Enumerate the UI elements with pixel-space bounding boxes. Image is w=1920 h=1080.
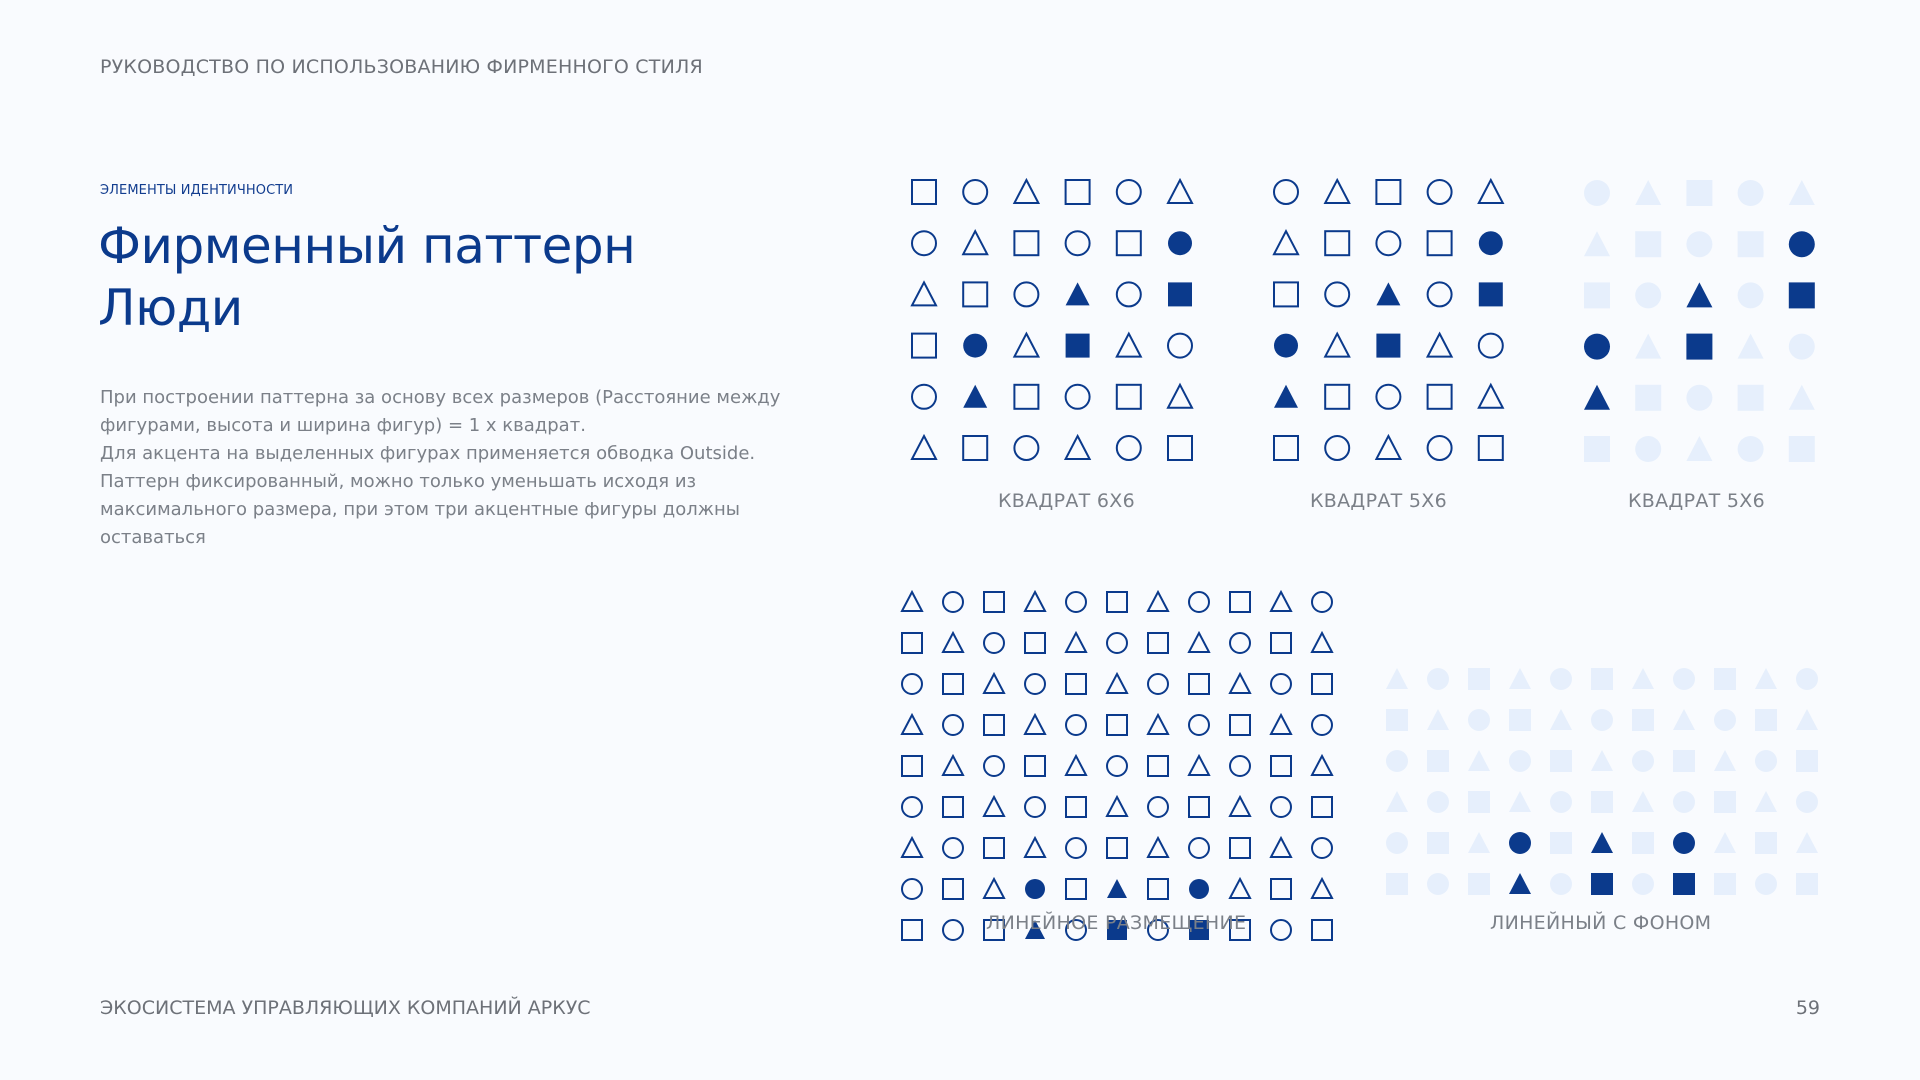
square-icon — [1189, 674, 1209, 694]
triangle-icon — [1635, 334, 1661, 359]
circle-icon — [1168, 334, 1192, 358]
circle-icon — [912, 385, 936, 409]
square-icon — [1274, 282, 1298, 306]
square-icon — [1312, 797, 1332, 817]
circle-icon — [963, 180, 987, 204]
triangle-icon — [1271, 838, 1291, 857]
triangle-icon — [1066, 756, 1086, 775]
square-icon — [1714, 791, 1736, 813]
circle-icon — [1271, 797, 1291, 817]
square-icon — [1468, 668, 1490, 690]
triangle-icon — [1468, 750, 1490, 771]
accent-square-icon — [1479, 282, 1503, 306]
circle-icon — [1014, 282, 1038, 306]
triangle-icon — [1427, 709, 1449, 730]
square-icon — [1635, 231, 1661, 257]
triangle-icon — [963, 231, 987, 254]
triangle-icon — [1189, 756, 1209, 775]
circle-icon — [1635, 282, 1661, 308]
square-icon — [943, 797, 963, 817]
circle-icon — [1550, 873, 1572, 895]
triangle-icon — [1789, 385, 1815, 410]
circle-icon — [1755, 873, 1777, 895]
square-icon — [1066, 797, 1086, 817]
circle-icon — [902, 879, 922, 899]
square-icon — [1271, 756, 1291, 776]
square-icon — [1230, 592, 1250, 612]
triangle-icon — [1796, 709, 1818, 730]
square-icon — [1274, 436, 1298, 460]
accent-circle-icon — [1789, 231, 1815, 257]
accent-circle-icon — [1189, 879, 1209, 899]
triangle-icon — [1066, 633, 1086, 652]
caption-square-5x6-background: КВАДРАТ 5Х6 — [1628, 490, 1765, 512]
triangle-icon — [1550, 709, 1572, 730]
triangle-icon — [1376, 436, 1400, 459]
triangle-icon — [1509, 668, 1531, 689]
circle-icon — [1189, 715, 1209, 735]
triangle-icon — [1796, 832, 1818, 853]
circle-icon — [1427, 791, 1449, 813]
accent-square-icon — [1591, 873, 1613, 895]
circle-icon — [1509, 750, 1531, 772]
accent-square-icon — [1686, 334, 1712, 360]
circle-icon — [943, 838, 963, 858]
circle-icon — [1584, 180, 1610, 206]
triangle-icon — [1189, 633, 1209, 652]
circle-icon — [1117, 180, 1141, 204]
square-icon — [1632, 832, 1654, 854]
circle-icon — [1427, 873, 1449, 895]
square-icon — [1428, 385, 1452, 409]
accent-triangle-icon — [1686, 282, 1712, 307]
square-icon — [1066, 180, 1090, 204]
square-icon — [902, 633, 922, 653]
triangle-icon — [1386, 668, 1408, 689]
triangle-icon — [1632, 791, 1654, 812]
circle-icon — [912, 231, 936, 255]
description-paragraph: При построении паттерна за основу всех размеров (Расстояние между фигурами, высота и ширина фигур) = 1 х квадрат. — [100, 387, 781, 436]
caption-linear: ЛИНЕЙНОЕ РАЗМЕЩЕНИЕ — [986, 912, 1247, 934]
square-icon — [1509, 709, 1531, 731]
circle-icon — [1755, 750, 1777, 772]
triangle-icon — [1014, 180, 1038, 203]
accent-triangle-icon — [1376, 282, 1400, 305]
triangle-icon — [943, 756, 963, 775]
square-icon — [1584, 282, 1610, 308]
caption-linear-background: ЛИНЕЙНЫЙ С ФОНОМ — [1490, 912, 1712, 934]
square-icon — [1468, 791, 1490, 813]
square-icon — [1796, 750, 1818, 772]
square-icon — [1714, 668, 1736, 690]
accent-square-icon — [1789, 282, 1815, 308]
triangle-icon — [1168, 180, 1192, 203]
square-icon — [1230, 838, 1250, 858]
circle-icon — [1148, 797, 1168, 817]
square-icon — [1014, 231, 1038, 255]
square-icon — [1468, 873, 1490, 895]
circle-icon — [1107, 633, 1127, 653]
square-icon — [1376, 180, 1400, 204]
square-icon — [1686, 180, 1712, 206]
triangle-icon — [1014, 334, 1038, 357]
accent-square-icon — [1376, 334, 1400, 358]
square-icon — [1591, 668, 1613, 690]
accent-circle-icon — [1673, 832, 1695, 854]
circle-icon — [1066, 715, 1086, 735]
square-icon — [1168, 436, 1192, 460]
circle-icon — [1271, 674, 1291, 694]
accent-square-icon — [1168, 282, 1192, 306]
circle-icon — [1468, 709, 1490, 731]
circle-icon — [1325, 436, 1349, 460]
square-icon — [1325, 231, 1349, 255]
triangle-icon — [1312, 633, 1332, 652]
circle-icon — [1325, 282, 1349, 306]
square-icon — [1117, 231, 1141, 255]
pattern-description — [100, 384, 820, 552]
circle-icon — [1376, 231, 1400, 255]
square-icon — [1066, 674, 1086, 694]
square-icon — [943, 879, 963, 899]
triangle-icon — [1632, 668, 1654, 689]
square-icon — [1025, 756, 1045, 776]
square-icon — [1271, 879, 1291, 899]
circle-icon — [1550, 668, 1572, 690]
circle-icon — [1025, 797, 1045, 817]
circle-icon — [1376, 385, 1400, 409]
accent-triangle-icon — [1107, 879, 1127, 898]
triangle-icon — [1325, 180, 1349, 203]
circle-icon — [1632, 750, 1654, 772]
square-icon — [1479, 436, 1503, 460]
square-icon — [1428, 231, 1452, 255]
circle-icon — [1673, 791, 1695, 813]
triangle-icon — [902, 592, 922, 611]
circle-icon — [1673, 668, 1695, 690]
triangle-icon — [912, 436, 936, 459]
square-icon — [1025, 633, 1045, 653]
pattern-square-6x6 — [910, 178, 1196, 464]
circle-icon — [902, 674, 922, 694]
triangle-icon — [1325, 334, 1349, 357]
description-paragraph: Для акцента на выделенных фигурах применяется обводка Outside. — [100, 443, 756, 464]
circle-icon — [1025, 674, 1045, 694]
square-icon — [1312, 920, 1332, 940]
triangle-icon — [1789, 180, 1815, 205]
square-icon — [1107, 838, 1127, 858]
square-icon — [1632, 709, 1654, 731]
square-icon — [1427, 832, 1449, 854]
square-icon — [943, 674, 963, 694]
square-icon — [1584, 436, 1610, 462]
pattern-square-5x6 — [1272, 178, 1507, 464]
accent-circle-icon — [1584, 334, 1610, 360]
circle-icon — [1386, 832, 1408, 854]
square-icon — [1014, 385, 1038, 409]
circle-icon — [902, 797, 922, 817]
circle-icon — [1066, 592, 1086, 612]
triangle-icon — [1274, 231, 1298, 254]
circle-icon — [1479, 334, 1503, 358]
square-icon — [912, 334, 936, 358]
triangle-icon — [1230, 797, 1250, 816]
square-icon — [902, 756, 922, 776]
circle-icon — [1271, 920, 1291, 940]
circle-icon — [1632, 873, 1654, 895]
square-icon — [1117, 385, 1141, 409]
circle-icon — [1230, 633, 1250, 653]
triangle-icon — [1230, 879, 1250, 898]
triangle-icon — [1468, 832, 1490, 853]
triangle-icon — [912, 282, 936, 305]
triangle-icon — [1584, 231, 1610, 256]
square-icon — [1673, 750, 1695, 772]
circle-icon — [1189, 838, 1209, 858]
page-title — [98, 215, 635, 339]
triangle-icon — [1025, 715, 1045, 734]
triangle-icon — [1755, 791, 1777, 812]
caption-square-5x6: КВАДРАТ 5Х6 — [1310, 490, 1447, 512]
circle-icon — [1686, 385, 1712, 411]
square-icon — [1591, 791, 1613, 813]
circle-icon — [1738, 180, 1764, 206]
square-icon — [984, 715, 1004, 735]
triangle-icon — [1148, 838, 1168, 857]
triangle-icon — [984, 797, 1004, 816]
accent-circle-icon — [1168, 231, 1192, 255]
accent-triangle-icon — [1274, 385, 1298, 408]
triangle-icon — [1230, 674, 1250, 693]
document-header: РУКОВОДСТВО ПО ИСПОЛЬЗОВАНИЮ ФИРМЕННОГО СТИЛЯ — [100, 56, 703, 78]
accent-circle-icon — [963, 334, 987, 358]
triangle-icon — [1714, 750, 1736, 771]
circle-icon — [1189, 592, 1209, 612]
square-icon — [1325, 385, 1349, 409]
square-icon — [1714, 873, 1736, 895]
circle-icon — [943, 715, 963, 735]
circle-icon — [1591, 709, 1613, 731]
triangle-icon — [1271, 715, 1291, 734]
square-icon — [1107, 715, 1127, 735]
page-number: 59 — [1795, 997, 1820, 1019]
triangle-icon — [1635, 180, 1661, 205]
accent-circle-icon — [1509, 832, 1531, 854]
triangle-icon — [943, 633, 963, 652]
square-icon — [1755, 832, 1777, 854]
accent-triangle-icon — [1509, 873, 1531, 894]
circle-icon — [1738, 436, 1764, 462]
circle-icon — [1550, 791, 1572, 813]
triangle-icon — [1738, 334, 1764, 359]
square-icon — [1789, 436, 1815, 462]
description-paragraph: Паттерн фиксированный, можно только уменьшать исходя из максимального размера, при этом три акцентные фигуры должны оставаться — [100, 471, 740, 548]
triangle-icon — [902, 715, 922, 734]
square-icon — [1148, 756, 1168, 776]
circle-icon — [984, 633, 1004, 653]
circle-icon — [1312, 838, 1332, 858]
circle-icon — [1428, 436, 1452, 460]
triangle-icon — [1117, 334, 1141, 357]
square-icon — [1066, 879, 1086, 899]
square-icon — [984, 592, 1004, 612]
circle-icon — [1066, 231, 1090, 255]
circle-icon — [1427, 668, 1449, 690]
circle-icon — [943, 592, 963, 612]
square-icon — [1189, 797, 1209, 817]
square-icon — [1755, 709, 1777, 731]
section-eyebrow: ЭЛЕМЕНТЫ ИДЕНТИЧНОСТИ — [100, 183, 294, 198]
accent-triangle-icon — [1591, 832, 1613, 853]
square-icon — [1738, 385, 1764, 411]
circle-icon — [943, 920, 963, 940]
triangle-icon — [1714, 832, 1736, 853]
page-title-line-1: Фирменный паттерн — [98, 217, 636, 275]
triangle-icon — [1312, 879, 1332, 898]
circle-icon — [984, 756, 1004, 776]
square-icon — [1386, 873, 1408, 895]
pattern-square-5x6-background — [1582, 178, 1817, 464]
circle-icon — [1148, 674, 1168, 694]
triangle-icon — [1025, 838, 1045, 857]
triangle-icon — [1271, 592, 1291, 611]
square-icon — [1738, 231, 1764, 257]
square-icon — [1148, 633, 1168, 653]
square-icon — [1635, 385, 1661, 411]
circle-icon — [1686, 231, 1712, 257]
square-icon — [912, 180, 936, 204]
triangle-icon — [1148, 592, 1168, 611]
square-icon — [1427, 750, 1449, 772]
triangle-icon — [1686, 436, 1712, 461]
circle-icon — [1312, 715, 1332, 735]
circle-icon — [1635, 436, 1661, 462]
triangle-icon — [1755, 668, 1777, 689]
circle-icon — [1428, 282, 1452, 306]
square-icon — [1386, 709, 1408, 731]
square-icon — [1271, 633, 1291, 653]
triangle-icon — [1107, 674, 1127, 693]
square-icon — [1312, 674, 1332, 694]
circle-icon — [1714, 709, 1736, 731]
circle-icon — [1386, 750, 1408, 772]
circle-icon — [1230, 756, 1250, 776]
accent-triangle-icon — [963, 385, 987, 408]
triangle-icon — [1066, 436, 1090, 459]
circle-icon — [1796, 791, 1818, 813]
triangle-icon — [1168, 385, 1192, 408]
square-icon — [1550, 832, 1572, 854]
circle-icon — [1274, 180, 1298, 204]
square-icon — [984, 838, 1004, 858]
triangle-icon — [984, 674, 1004, 693]
accent-circle-icon — [1025, 879, 1045, 899]
circle-icon — [1066, 385, 1090, 409]
triangle-icon — [1312, 756, 1332, 775]
accent-square-icon — [1066, 334, 1090, 358]
triangle-icon — [1591, 750, 1613, 771]
caption-square-6x6: КВАДРАТ 6Х6 — [998, 490, 1135, 512]
accent-triangle-icon — [1584, 385, 1610, 410]
circle-icon — [1117, 436, 1141, 460]
circle-icon — [1738, 282, 1764, 308]
square-icon — [902, 920, 922, 940]
triangle-icon — [1673, 709, 1695, 730]
triangle-icon — [1148, 715, 1168, 734]
document-footer: ЭКОСИСТЕМА УПРАВЛЯЮЩИХ КОМПАНИЙ АРКУС — [100, 997, 591, 1019]
circle-icon — [1312, 592, 1332, 612]
triangle-icon — [902, 838, 922, 857]
square-icon — [1796, 873, 1818, 895]
circle-icon — [1014, 436, 1038, 460]
triangle-icon — [1428, 334, 1452, 357]
accent-circle-icon — [1274, 334, 1298, 358]
accent-triangle-icon — [1066, 282, 1090, 305]
pattern-linear — [900, 590, 1334, 892]
circle-icon — [1796, 668, 1818, 690]
triangle-icon — [1107, 797, 1127, 816]
square-icon — [1148, 879, 1168, 899]
triangle-icon — [1479, 385, 1503, 408]
square-icon — [963, 282, 987, 306]
triangle-icon — [984, 879, 1004, 898]
circle-icon — [1066, 838, 1086, 858]
square-icon — [1230, 715, 1250, 735]
square-icon — [1550, 750, 1572, 772]
square-icon — [963, 436, 987, 460]
page-title-line-2: Люди — [98, 279, 243, 337]
triangle-icon — [1025, 592, 1045, 611]
circle-icon — [1789, 334, 1815, 360]
accent-square-icon — [1673, 873, 1695, 895]
accent-circle-icon — [1479, 231, 1503, 255]
triangle-icon — [1479, 180, 1503, 203]
square-icon — [1107, 592, 1127, 612]
pattern-linear-background — [1384, 666, 1820, 890]
triangle-icon — [1386, 791, 1408, 812]
circle-icon — [1107, 756, 1127, 776]
triangle-icon — [1509, 791, 1531, 812]
circle-icon — [1428, 180, 1452, 204]
circle-icon — [1117, 282, 1141, 306]
